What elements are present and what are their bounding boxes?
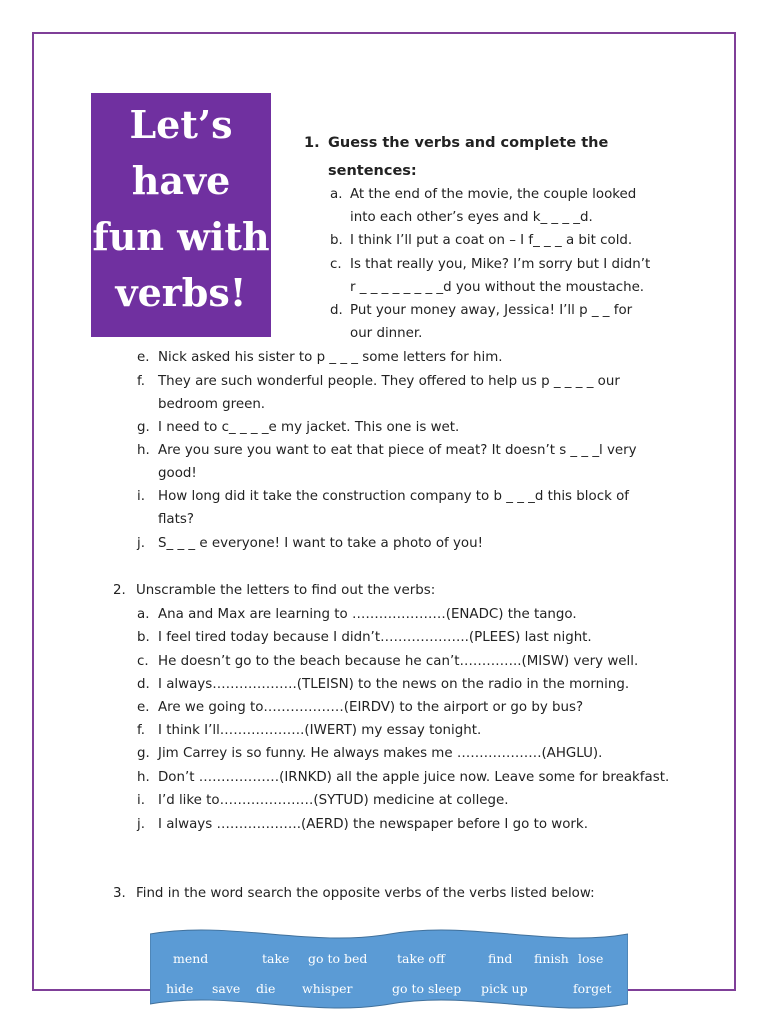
word-hide: hide bbox=[166, 981, 194, 996]
ex1-item-label: i. bbox=[137, 489, 145, 504]
word-take-off: take off bbox=[397, 951, 445, 966]
exercise-1-heading-cont: sentences: bbox=[328, 163, 417, 179]
ex2-item-label: a. bbox=[137, 607, 150, 622]
ex1-item-label: h. bbox=[137, 443, 150, 458]
ex2-item-text: Don’t ………………(IRNKD) all the apple juice now. Leave some for breakfast. bbox=[158, 770, 670, 785]
exercise-3-number: 3. bbox=[113, 886, 126, 901]
exercise-1-number: 1. bbox=[304, 135, 320, 151]
ex2-item-label: e. bbox=[137, 700, 150, 715]
ex2-item-text: Ana and Max are learning to …………………(ENADC) the tango. bbox=[158, 607, 577, 622]
ex2-item-label: b. bbox=[137, 630, 150, 645]
ex1-item-label: g. bbox=[137, 420, 150, 435]
word-take: take bbox=[262, 951, 290, 966]
ex1-item-text: They are such wonderful people. They offered to help us p _ _ _ _ our bbox=[158, 374, 620, 389]
word-list-banner bbox=[150, 926, 628, 1014]
ex1-item-text: r _ _ _ _ _ _ _ _d you without the moustache. bbox=[350, 280, 645, 295]
title-line-3: fun with bbox=[92, 214, 270, 259]
ex2-item-label: c. bbox=[137, 654, 149, 669]
ex2-item-text: I always……………….(TLEISN) to the news on the radio in the morning. bbox=[158, 677, 630, 692]
word-mend: mend bbox=[173, 951, 209, 966]
ex1-item-label: e. bbox=[137, 350, 150, 365]
ex1-item-text: bedroom green. bbox=[158, 397, 266, 412]
ex2-item-label: f. bbox=[137, 723, 145, 738]
ex1-item-text: Is that really you, Mike? I’m sorry but I didn’t bbox=[350, 257, 651, 272]
ex1-item-text: good! bbox=[158, 466, 197, 481]
ex1-item-text: Are you sure you want to eat that piece of meat? It doesn’t s _ _ _l very bbox=[158, 443, 637, 458]
ex1-item-label: a. bbox=[330, 187, 343, 202]
ex1-item-label: f. bbox=[137, 374, 145, 389]
word-go-to-sleep: go to sleep bbox=[392, 981, 462, 996]
ex2-item-text: I think I’ll……………….(IWERT) my essay tonight. bbox=[158, 723, 482, 738]
ex2-item-label: h. bbox=[137, 770, 150, 785]
ex1-item-text: our dinner. bbox=[350, 326, 423, 341]
ex1-item-text: into each other’s eyes and k_ _ _ _d. bbox=[350, 210, 593, 225]
exercise-2-number: 2. bbox=[113, 583, 126, 598]
word-go-to-bed: go to bed bbox=[308, 951, 368, 966]
ex1-item-text: I think I’ll put a coat on – I f_ _ _ a bit cold. bbox=[350, 233, 633, 248]
word-save: save bbox=[212, 981, 241, 996]
exercise-2-heading: Unscramble the letters to find out the verbs: bbox=[136, 583, 436, 598]
ex2-item-label: j. bbox=[137, 817, 145, 832]
exercise-1-heading: Guess the verbs and complete the bbox=[328, 135, 609, 151]
word-pick-up: pick up bbox=[481, 981, 528, 996]
word-die: die bbox=[256, 981, 276, 996]
ex2-item-text: I always ……………….(AERD) the newspaper before I go to work. bbox=[158, 817, 588, 832]
ex1-item-label: b. bbox=[330, 233, 343, 248]
word-finish: finish bbox=[534, 951, 569, 966]
wavy-banner-shape bbox=[150, 926, 628, 1014]
ex2-item-label: d. bbox=[137, 677, 150, 692]
ex1-item-label: d. bbox=[330, 303, 343, 318]
ex2-item-text: Are we going to………………(EIRDV) to the airport or go by bus? bbox=[158, 700, 584, 715]
exercise-3-heading: Find in the word search the opposite verbs of the verbs listed below: bbox=[136, 886, 595, 901]
ex2-item-text: I feel tired today because I didn’t………………..(PLEES) last night. bbox=[158, 630, 592, 645]
word-lose: lose bbox=[578, 951, 604, 966]
word-forget: forget bbox=[573, 981, 612, 996]
title-line-1: Let’s bbox=[129, 102, 233, 147]
title-line-2: have bbox=[131, 158, 231, 203]
title-banner bbox=[91, 93, 271, 337]
ex1-item-text: How long did it take the construction company to b _ _ _d this block of bbox=[158, 489, 629, 504]
ex1-item-label: c. bbox=[330, 257, 342, 272]
ex2-item-label: g. bbox=[137, 746, 150, 761]
ex2-item-text: He doesn’t go to the beach because he can’t…………..(MISW) very well. bbox=[158, 654, 639, 669]
title-line-4: verbs! bbox=[115, 270, 247, 315]
ex2-item-label: i. bbox=[137, 793, 145, 808]
ex1-item-text: Nick asked his sister to p _ _ _ some letters for him. bbox=[158, 350, 503, 365]
word-whisper: whisper bbox=[302, 981, 353, 996]
ex1-item-text: Put your money away, Jessica! I’ll p _ _ for bbox=[350, 303, 633, 318]
ex2-item-text: Jim Carrey is so funny. He always makes me ……………….(AHGLU). bbox=[158, 746, 603, 761]
word-find: find bbox=[488, 951, 513, 966]
ex1-item-text: I need to c_ _ _ _e my jacket. This one is wet. bbox=[158, 420, 460, 435]
ex1-item-label: j. bbox=[137, 536, 145, 551]
ex2-item-text: I’d like to…………………(SYTUD) medicine at college. bbox=[158, 793, 509, 808]
ex1-item-text: At the end of the movie, the couple looked bbox=[350, 187, 637, 202]
ex1-item-text: flats? bbox=[158, 512, 194, 527]
ex1-item-text: S_ _ _ e everyone! I want to take a photo of you! bbox=[158, 536, 483, 551]
